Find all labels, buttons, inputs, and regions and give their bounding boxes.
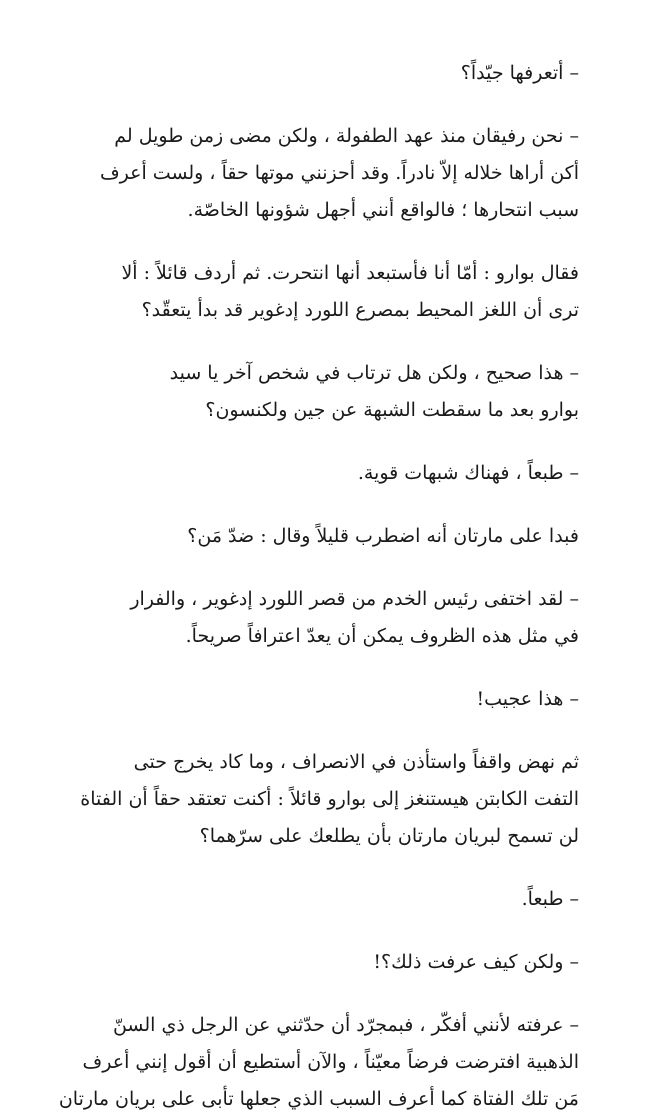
paragraph: [32, 355, 579, 429]
text-line: التفت الكابتن هيستنغز إلى بوارو قائلاً : أكنت تعتقد حقاً أن الفتاة: [80, 788, 579, 810]
paragraph: [32, 118, 579, 229]
book-page: [32, 55, 579, 1118]
text-line: لن تسمح لبريان مارتان بأن يطلعك على سرّهما؟: [199, 825, 579, 847]
text-line: – طبعاً ، فهناك شبهات قوية.: [357, 462, 579, 484]
paragraph: [32, 881, 579, 918]
text-line: فقال بوارو : أمّا أنا فأستبعد أنها انتحرت. ثم أردف قائلاً : ألا: [121, 262, 579, 284]
text-line: – طبعاً.: [521, 888, 579, 910]
text-line: – نحن رفيقان منذ عهد الطفولة ، ولكن مضى زمن طويل لم: [114, 125, 579, 147]
paragraph: [32, 744, 579, 855]
text-line: – أتعرفها جيّداً؟: [460, 62, 579, 84]
paragraph: [32, 518, 579, 555]
text-line: أكن أراها خلاله إلاّ نادراً. وقد أحزنني موتها حقاً ، ولست أعرف: [99, 162, 579, 184]
text-line: – عرفته لأنني أفكّر ، فبمجرّد أن حدّثني عن الرجل ذي السنّ: [112, 1014, 579, 1036]
paragraph: [32, 255, 579, 329]
text-line: – هذا عجيب!: [476, 688, 579, 710]
text-line: سبب انتحارها ؛ فالواقع أنني أجهل شؤونها الخاصّة.: [187, 199, 579, 221]
paragraph: [32, 944, 579, 981]
text-line: ترى أن اللغز المحيط بمصرع اللورد إدغوير قد بدأ يتعقّد؟: [141, 299, 579, 321]
text-line: بوارو بعد ما سقطت الشبهة عن جين ولكنسون؟: [205, 399, 579, 421]
text-line: – ولكن كيف عرفت ذلك؟!: [373, 951, 579, 973]
text-line: مَن تلك الفتاة كما أعرف السبب الذي جعلها تأبى على بريان مارتان: [58, 1088, 579, 1110]
text-line: – هذا صحيح ، ولكن هل ترتاب في شخص آخر يا سيد: [169, 362, 579, 384]
text-line: الذهبية افترضت فرضاً معيّناً ، والآن أستطيع أن أقول إنني أعرف: [82, 1051, 579, 1073]
text-line: في مثل هذه الظروف يمكن أن يعدّ اعترافاً صريحاً.: [185, 625, 579, 647]
paragraph: [32, 455, 579, 492]
paragraph: [32, 581, 579, 655]
paragraph: [32, 55, 579, 92]
paragraph: [32, 681, 579, 718]
paragraph: [32, 1007, 579, 1118]
text-line: – لقد اختفى رئيس الخدم من قصر اللورد إدغوير ، والفرار: [130, 588, 579, 610]
text-line: ثم نهض واقفاً واستأذن في الانصراف ، وما كاد يخرج حتى: [133, 751, 579, 773]
text-line: فبدا على مارتان أنه اضطرب قليلاً وقال : ضدّ مَن؟: [187, 525, 579, 547]
